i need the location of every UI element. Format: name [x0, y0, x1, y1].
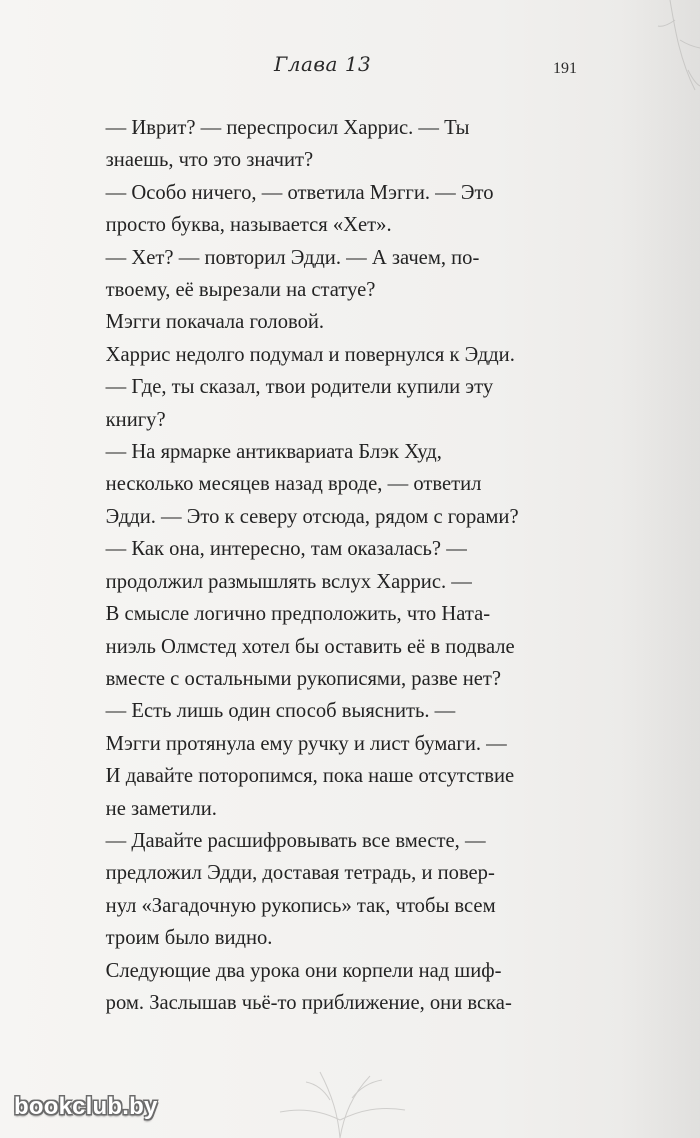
- text-line: ром. Заслышав чьё-то приближение, они вска-: [105, 991, 512, 1014]
- text-line: знаешь, что это значит?: [105, 149, 314, 172]
- text-line: Мэгги протянула ему ручку и лист бумаги. —: [105, 732, 507, 755]
- text-line: троим было видно.: [105, 927, 273, 950]
- text-line: твоему, её вырезали на статуе?: [105, 279, 376, 302]
- paragraph: [82, 695, 585, 825]
- text-line: — Особо ничего, — ответила Мэгги. — Это: [105, 181, 494, 204]
- paragraph: [82, 177, 585, 242]
- text-line: вместе с остальными рукописями, разве нет?: [105, 667, 502, 690]
- text-line: Эдди. — Это к северу отсюда, рядом с горами?: [105, 505, 519, 528]
- paragraph: [82, 339, 585, 371]
- text-line: несколько месяцев назад вроде, — ответил: [105, 473, 482, 496]
- text-line: Харрис недолго подумал и повернулся к Эдди.: [105, 343, 515, 366]
- text-line: — Давайте расшифровывать все вместе, —: [105, 829, 486, 852]
- text-line: — Хет? — повторил Эдди. — А зачем, по-: [105, 246, 480, 269]
- text-line: Следующие два урока они корпели над шиф-: [105, 959, 502, 982]
- text-line: предложил Эдди, доставая тетрадь, и повер-: [105, 862, 495, 885]
- paragraph: [82, 371, 585, 436]
- text-line: В смысле логично предположить, что Ната-: [105, 603, 491, 626]
- text-line: книгу?: [105, 408, 166, 431]
- chapter-title: Глава 13: [274, 52, 372, 76]
- paragraph: [82, 533, 585, 695]
- text-line: продолжил размышлять вслух Харрис. —: [105, 570, 472, 593]
- paragraph: [82, 825, 585, 955]
- site-watermark: bookclub.by: [14, 1093, 158, 1120]
- paragraph: [82, 436, 585, 533]
- text-line: — Где, ты сказал, твои родители купили эту: [105, 376, 494, 399]
- text-line: не заметили.: [105, 797, 217, 820]
- paragraph: [82, 955, 585, 1020]
- page-number: 191: [553, 60, 577, 77]
- decorative-floral-illustration: [240, 1060, 440, 1138]
- text-line: ниэль Олмстед хотел бы оставить её в подвале: [105, 635, 515, 658]
- text-line: И давайте поторопимся, пока наше отсутствие: [105, 765, 515, 788]
- paragraph: [82, 242, 585, 307]
- page-edge-shadow: [620, 0, 700, 1138]
- text-line: — Иврит? — переспросил Харрис. — Ты: [105, 117, 470, 139]
- paragraph: [82, 112, 585, 177]
- text-line: — Есть лишь один способ выяснить. —: [105, 700, 456, 723]
- text-line: — Как она, интересно, там оказалась? —: [105, 538, 467, 561]
- text-line: — На ярмарке антиквариата Блэк Худ,: [105, 441, 442, 464]
- paragraph: [82, 306, 585, 338]
- text-line: нул «Загадочную рукопись» так, чтобы всем: [105, 894, 496, 917]
- text-line: просто буква, называется «Хет».: [105, 214, 392, 237]
- text-body: [82, 112, 585, 1019]
- text-line: Мэгги покачала головой.: [105, 311, 325, 334]
